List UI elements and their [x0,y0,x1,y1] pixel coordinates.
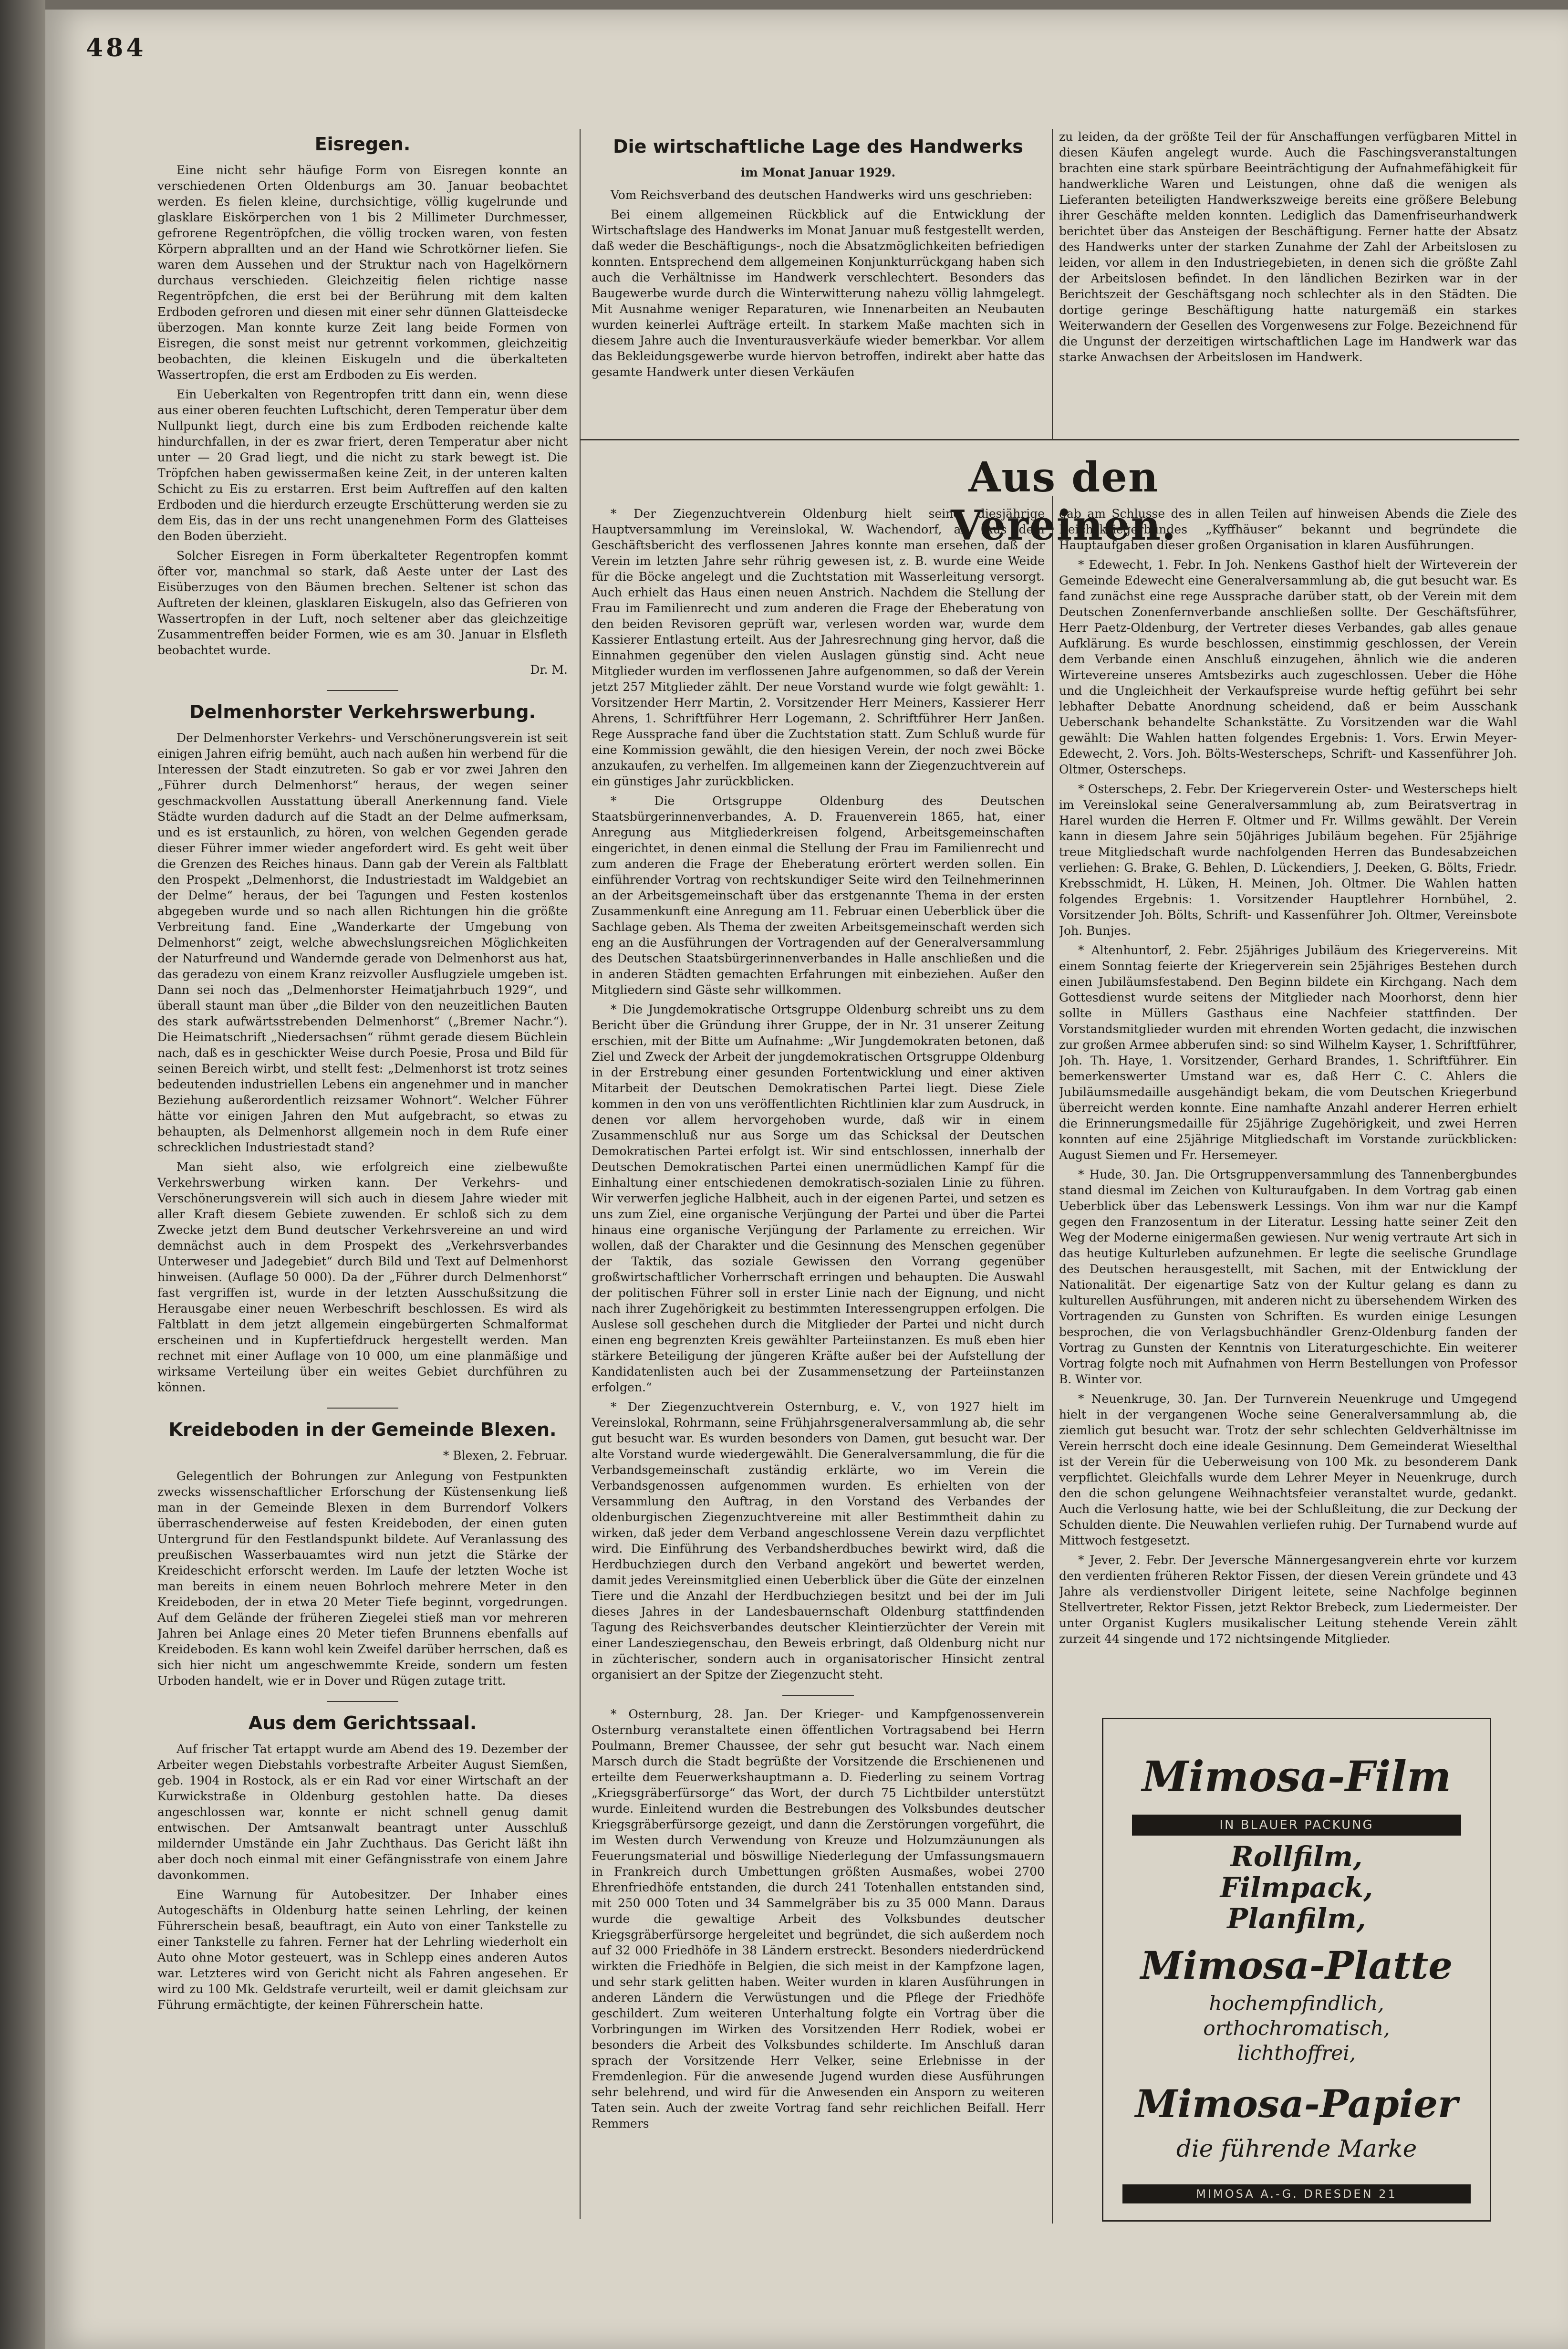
club-report: * Neuenkruge, 30. Jan. Der Turnverein Neuenkruge und Umgegend hielt in der vergangenen Woche seine Generalversammlung ab, die ziemlich gut besucht war. Trotz der sehr schlechten Geldverhältnisse im Verein herrscht doch eine ideale Gesinnung. Dem Gemeinderat Wieselthal ist der Verein für die Ueberweisung von 100 Mk. zu besonderem Dank verpflichtet. Gleichfalls wurde dem Lehrer Meyer in Neuenkruge, durch den die schon gelungene Weihnachtsfeier veranstaltet wurde, gedankt. Auch die Verlosung hatte, wie bei der Schlußleitung, die zur Deckung der Schulden diente. Die Neuwahlen verliefen ruhig. Der Turnabend wurde auf Mittwoch festgesetzt. [1059,1392,1517,1547]
section-title-vereine: Aus den Vereinen. [951,453,1177,550]
club-report: * Osternburg, 28. Jan. Der Krieger- und Kampfgenossenverein Osternburg veranstaltete einen öffentlichen Vortragsabend bei Herrn Poulmann, Bremer Chaussee, der sehr gut besucht war. Nach einem Marsch durch die Stadt begrüßte der Vorsitzende die Erschienenen und erteilte dem Feuerwerkshauptmann a. D. Fiederling zu seinem Vortrag „Kriegsgräberfürsorge“ das Wort, der durch 75 Lichtbilder unterstützt wurde. Einleitend wurden die Bestrebungen des Volksbundes deutscher Kriegsgräberfürsorge gezeigt, und dann die Zerstörungen vorgeführt, die im Westen durch Verwendung von Kreuze und Holzumzäunungen als Feuerungsmaterial und böswillige Niederlegung der Umfassungsmauern in Frankreich durch Umbettungen größten Ausmaßes, wobei 2700 Ehrenfriedhöfe entstanden, die durch 241 Totenhallen entstanden sind, mit 250 000 Toten und 34 Sammelgräber bis zu 35 000 Mann. Daraus wurde die gewaltige Arbeit des Volksbundes deutscher Kriegsgräberfürsorge hergeleitet und begründet, die sich außerdem noch auf 32 000 Friedhöfe in 38 Ländern erstreckt. Besonders niederdrückend wirkten die Friedhöfe in Belgien, die sich meist in der Kampfzone lagen, und sehr stark gelitten haben. Weiter wurden in klaren Ausführungen in anderen Ländern die Verwüstungen und die Pflege der Friedhöfe geschildert. Zum weiteren Unterhaltung folgte ein Vortrag über die Vorbringungen im Wirken des Vorsitzenden Herr Rodiek, wobei er besonders die Arbeit des Volksbundes schilderte. Im Anschluß daran sprach der Vorsitzende Herr Velker, seine Erlebnisse in der Fremdenlegion. Für die anwesende Jugend wurden diese Ausführungen sehr belehrend, und wird für die Anwesenden ein Ansporn zu weiteren Taten sein. Auch der zweite Vortrag fand sehr reichlichen Beifall. Herr Remmers [592,1707,1045,2130]
club-report: gab am Schlusse des in allen Teilen auf hinweisen Abends die Ziele des Reichskriegerbundes „Kyffhäuser“ bekannt und begründete die Hauptaufgaben dieser großen Organisation in klaren Ausführungen. [1059,507,1517,552]
article-title-delmenhorst: Delmenhorster Verkehrswerbung. [189,701,536,722]
article-paragraph: Eine nicht sehr häufige Form von Eisregen konnte an verschiedenen Orten Oldenburgs am 30. Januar beobachtet werden. Es fielen kleine, durchsichtige, völlig kugelrunde und glasklare Eiskörperchen von 1 bis 2 Millimeter Durchmesser, gefrorene Regentröpfchen, die völlig trocken waren, von festen Körpern abprallten und an der Hand wie Schrotkörner liefen. Sie waren dem Aussehen und der Struktur nach von Hagelkörnern durchaus verschieden. Gleichzeitig fielen richtige nasse Regentröpfchen, die erst bei der Berührung mit dem kalten Erdboden gefroren und diesen mit einer sehr dünnen Glatteisdecke überzogen. Man konnte kurze Zeit lang beide Formen von Eisregen, die sonst meist nur getrennt vorkommen, gleichzeitig beobachten, die kleinen Eiskugeln und die überkalteten Wassertropfen, die erst am Erdboden zu Eis werden. [157,163,568,382]
article-signature: Dr. M. [530,663,568,677]
club-report: * Die Jungdemokratische Ortsgruppe Oldenburg schreibt uns zu dem Bericht über die Gründung ihrer Gruppe, der in Nr. 31 unserer Zeitung erschien, mit der Bitte um Aufnahme: „Wir Jungdemokraten betonen, daß Ziel und Zweck der Arbeit der jungdemokratischen Ortsgruppe Oldenburg in der Erstrebung einer gesunden Fortentwicklung und einer aktiven Mitarbeit der Deutschen Demokratischen Partei liegt. Diese Ziele kommen in den von uns veröffentlichten Richtlinien klar zum Ausdruck, in denen vor allem hervorgehoben wurde, daß wir in einem Zusammenschluß nur aus Sorge um das Schicksal der Deutschen Demokratischen Partei erfolgt ist. Wir sind entschlossen, innerhalb der Deutschen Demokratischen Partei einen unermüdlichen Kampf für die Einhaltung einer entschiedenen demokratisch-sozialen Linie zu führen. Wir verwerfen jegliche Halbheit, auch in der eigenen Partei, und setzen es uns zum Ziel, eine organische Verjüngung der Partei und über die Partei hinaus eine organische Verjüngung der Parlamente zu erreichen. Wir wollen, daß der Charakter und die Gesinnung des Menschen gegenüber der Taktik, das soziale Gewissen den Vorrang gegenüber großwirtschaftlicher Vorherrschaft erringen und behaupten. Die Auswahl der politischen Führer soll in erster Linie nach der Eignung, und nicht nach ihrer Zugehörigkeit zu bestimmten Interessengruppen erfolgen. Die Auslese soll geschehen durch die Mitglieder der Partei und nicht durch einen eng begrenzten Kreis gewählter Parteiinstanzen. Es muß eben hier stärkere Beteiligung der jüngeren Kräfte außer bei der Aufstellung der Kandidatenlisten auch bei der Zusammensetzung der Parteiinstanzen erfolgen.“ [592,1002,1045,1394]
article-paragraph: Bei einem allgemeinen Rückblick auf die Entwicklung der Wirtschaftslage des Handwerks im Monat Januar muß festgestellt werden, daß weder die Beschäftigungs-, noch die Absatzmöglichkeiten befriedigen konnten. Entsprechend dem allgemeinen Konjunkturrückgang haben sich auch die Verhältnisse im Handwerk verschlechtert. Besonders das Baugewerbe wurde durch die Winterwitterung nahezu völlig lahmgelegt. Mit Ausnahme weniger Reparaturen, wie Innenarbeiten an Neubauten wurden keinerlei Aufträge erteilt. In starkem Maße machten sich in diesem Jahre auch die Inventurausverkäufe wieder bemerkbar. Vor allem das Bekleidungsgewerbe wurde hiervon betroffen, indirekt aber hatte das gesamte Handwerk unter diesen Verkäufen [592,208,1045,379]
column-rule [1052,496,1053,2224]
ad-footer: MIMOSA A.-G. DRESDEN 21 [1122,2184,1471,2203]
ad-line: Rollfilm, [1230,1840,1363,1873]
advertisement-mimosa [1102,1718,1491,2222]
column-left [157,129,568,2133]
article-separator [327,690,398,691]
ad-line: orthochromatisch, [1203,2016,1390,2040]
article-separator [782,1695,854,1696]
book-binding-edge [0,0,45,2349]
club-report: * Der Ziegenzuchtverein Oldenburg hielt seine diesjährige Hauptversammlung im Vereinslokal, W. Wachendorf, ab. Aus dem Geschäftsbericht des verflossenen Jahres konnte man ersehen, daß der Verein im letzten Jahre sehr rührig gewesen ist, z. B. wurde eine Weide für die Böcke angelegt und die Zuchtstation mit Wasserleitung versorgt. Auch erhielt das Haus einen neuen Anstrich. Nachdem die Stellung der Frau im Familienrecht und zum anderen die Frage der Eheberatung von den beiden Revisoren geprüft war, verlesen worden war, wurde dem Kassierer Entlastung erteilt. Aus der Jahresrechnung ging hervor, daß die Einnahmen gegenüber den vielen Auslagen günstig sind. Acht neue Mitglieder wurden im verflossenen Jahre aufgenommen, so daß der Verein jetzt 257 Mitglieder zählt. Der neue Vorstand wurde wie folgt gewählt: 1. Vorsitzender Herr Martin, 2. Vorsitzender Herr Meiners, Kassierer Herr Ahrens, 1. Schriftführer Herr Logemann, 2. Schriftführer Herr Janßen. Rege Aussprache fand über die Zuchtstation statt. Zum Schluß wurde für eine Kommission gewählt, die den hiesigen Verein, der noch zwei Böcke anzukaufen, zu verhelfen. Im allgemeinen kann der Ziegenzuchtverein auf ein günstiges Jahr zurückblicken. [592,507,1045,788]
club-report: * Die Ortsgruppe Oldenburg des Deutschen Staatsbürgerinnenverbandes, A. D. Frauenverein 1865, hat, einer Anregung aus Mitgliederkreisen folgend, Arbeitsgemeinschaften eingerichtet, in denen einmal die Stellung der Frau im Familienrecht und zum anderen die Frage der Eheberatung erörtert werden sollen. Ein einführender Vortrag von rechtskundiger Seite wird den Teilnehmerinnen an der Arbeitsgemeinschaft über das erstgenannte Thema in der ersten Zusammenkunft eine Anregung am 11. Februar einen Ueberblick über die Sachlage geben. Als Thema der zweiten Arbeitsgemeinschaft werden sich eng an die Ausführungen der Vortragenden auf der Generalversammlung des Deutschen Staatsbürgerinnenverbandes in Halle anschließen und die in anderen Städten gemachten Erfahrungen mit einbeziehen. Außer den Mitgliedern sind Gäste sehr willkommen. [592,794,1045,997]
ad-brand-film: Mimosa-Film [1142,1752,1452,1801]
ad-line: lichthoffrei, [1237,2041,1356,2065]
article-paragraph: Vom Reichsverband des deutschen Handwerks wird uns geschrieben: [611,188,1033,202]
article-paragraph: Der Delmenhorster Verkehrs- und Verschönerungsverein ist seit einigen Jahren eifrig bemüht, auch nach außen hin werbend für die Interessen der Stadt einzutreten. So gab er vor zwei Jahren den „Führer durch Delmenhorst“ heraus, der wegen seiner geschmackvollen Ausstattung überall Anerkennung fand. Viele Städte wurden dadurch auf die Stadt an der Delme aufmerksam, und es ist erstaunlich, zu hören, von welchen Gegenden gerade dieser Führer immer wieder angefordert wird. Es geht weit über die Grenzen des Reiches hinaus. Dann gab der Verein als Faltblatt den Prospekt „Delmenhorst, die Industriestadt im Waldgebiet an der Delme“ heraus, der bei Tagungen und Festen kostenlos abgegeben wurde und so nach allen Richtungen hin die größte Verbreitung fand. Eine „Wanderkarte der Umgebung von Delmenhorst“ zeigt, welche abwechslungsreichen Möglichkeiten der Naturfreund und Wandernde gerade von Delmenhorst aus hat, das geradezu von einem Kranz reizvoller Ausflugziele umgeben ist. Dann sei noch das „Delmenhorster Heimatjahrbuch 1929“, und überall staunt man über „die Bilder von den neuzeitlichen Bauten des stark aufwärtsstrebenden Delmenhorst“ („Bremer Nachr.“). Die Heimatschrift „Niedersachsen“ rühmt gerade diesem Büchlein nach, daß es in geschickter Weise durch Poesie, Prosa und Bild für seinen Bereich wirbt, und stellt fest: „Delmenhorst ist trotz seines bedeutenden industriellen Lebens ein angenehmer und in mancher Beziehung außerordentlich reizsamer Wohnort“. Welcher Führer hätte vor einigen Jahren den Mut aufgebracht, so etwas zu behaupten, als Delmenhorst allgemein noch in dem Rufe einer schrecklichen Industriestadt stand? [157,731,568,1154]
club-report: * Jever, 2. Febr. Der Jeversche Männergesangverein ehrte vor kurzem den verdienten früheren Rektor Fissen, der diesen Verein gründete und 43 Jahre als verdienstvoller Dirigent leitete, seine Nachfolge beginnen Stellvertreter, Rektor Fissen, jetzt Rektor Brebeck, zum Liedermeister. Der unter Organist Kuglers musikalischer Leitung stehende Verein zählt zurzeit 44 singende und 172 nichtsingende Mitglieder. [1059,1553,1517,1646]
article-title-gerichtssaal: Aus dem Gerichtssaal. [248,1712,477,1733]
ad-line: hochempfindlich, [1209,1992,1384,2015]
page-number: 484 [86,33,146,63]
ad-brand-papier: Mimosa-Papier [1135,2081,1458,2126]
club-report: * Der Ziegenzuchtverein Osternburg, e. V., von 1927 hielt im Vereinslokal, Rohrmann, seine Frühjahrsgeneralversammlung ab, die sehr gut besucht war. Es wurden besonders von Damen, gut besucht war. Der alte Vorstand wurde wiedergewählt. Die Generalversammlung, die für die Verbandsgemeinschaft zuständig erklärte, wo im Verein die Verbandsgenossen aufgenommen wurden. Es erhielten von der Versammlung den Auftrag, in den Vorstand des Verbandes der oldenburgischen Ziegenzuchtvereine mit aller Bestimmtheit dahin zu wirken, daß jeder dem Verband angeschlossene Verein dazu verpflichtet wird. Die Einführung des Verbandsherdbuches bewirkt wird, daß die Herdbuchziegen durch den Verband angekört und bewertet werden, damit jedes Vereinsmitglied einen Ueberblick über die Güte der einzelnen Tiere und die Anzahl der Herdbuchziegen besitzt und bei der im Juli dieses Jahres in der Landesbauernschaft Oldenburg stattfindenden Tagung des Reichsverbandes deutscher Kleintierzüchter der Verein mit einer Landesziegenschau, den Beweis erbringt, daß Oldenburg nicht nur in züchterischer, sondern auch in organisatorischer Hinsicht zentral organisiert an der Spitze der Ziegenzucht steht. [592,1400,1045,1681]
column-right-top [1059,129,1517,429]
club-report: * Edewecht, 1. Febr. In Joh. Nenkens Gasthof hielt der Wirteverein der Gemeinde Edewecht eine Generalversammlung ab, die gut besucht war. Es fand zunächst eine rege Aussprache darüber statt, ob der Verein mit dem Deutschen Zonenfernverbande anschließen sollte. Der Geschäftsführer, Herr Paetz-Oldenburg, der Vertreter dieses Verbandes, gab alles genaue Aufklärung. Es wurde beschlossen, einstimmig geschlossen, der Verein dem Verbande einen Anschluß einzugehen, ähnlich wie die anderen Wirtevereine unseres Amtsbezirks auch zugeschlossen. Ueber die Höhe und die Ungleichheit der Verkaufspreise wurde heftig geführt bei sehr lebhafter Debatte Anordnung scheidend, daß er beim Ausschank Ueberschank behandelte Schankstätte. Zu Vorsitzenden war die Wahl gewählt: Die Wahlen hatten folgendes Ergebnis: 1. Vors. Erwin Meyer-Edewecht, 2. Vors. Joh. Bölts-Westerscheps, Schrift- und Kassenführer Joh. Oltmer, Osterscheps. [1059,558,1517,776]
article-paragraph: Ein Ueberkalten von Regentropfen tritt dann ein, wenn diese aus einer oberen feuchten Luftschicht, deren Temperatur über dem Nullpunkt liegt, durch eine bis zum Erdboden reichende kalte hindurchfallen, in der es zwar friert, deren Temperatur aber nicht unter — 20 Grad liegt, und die nicht zu stark bewegt ist. Die Tröpfchen haben gewissermaßen keine Zeit, in der unteren kalten Schicht zu Eis zu erstarren. Erst beim Auftreffen auf den kalten Erdboden und die hierdurch erzeugte Erschütterung werden sie zu dem Eis, das in der uns recht unangenehmen Form des Glatteises den Boden überzieht. [157,387,568,543]
article-subtitle: im Monat Januar 1929. [740,166,896,179]
article-dateline: * Blexen, 2. Februar. [443,1449,568,1462]
article-paragraph: Man sieht also, wie erfolgreich eine zielbewußte Verkehrswerbung wirken kann. Der Verkehrs- und Verschönerungsverein will sich auch in diesem Jahre wieder mit aller Kraft diesem Gebiete zuwenden. Er schloß sich zu dem Zwecke jetzt dem Bund deutscher Verkehrsvereine an und wird demnächst auch in dem Prospekt des „Verkehrsverbandes Unterweser und Jadegebiet“ durch Bild und Text auf Delmenhorst hinweisen. (Auflage 50 000). Da der „Führer durch Delmenhorst“ fast vergriffen ist, wurde in der letzten Ausschußsitzung die Herausgabe einer neuen Werbeschrift beschlossen. Es wird als Faltblatt in dem jetzt allgemein eingebürgerten Schmalformat erscheinen und in Kupfertiefdruck hergestellt werden. Man rechnet mit einer Auflage von 10 000, um eine planmäßige und wirksame Verteilung über ein weites Gebiet durchführen zu können. [157,1160,568,1394]
column-rule [1052,129,1053,439]
club-report: * Hude, 30. Jan. Die Ortsgruppenversammlung des Tannenbergbundes stand diesmal im Zeichen von Kulturaufgaben. In dem Vortrag gab einen Ueberblick über das Lebenswerk Lessings. Von ihm war nur die Kampf gegen den Franzosentum in der Literatur. Lessing hatte seiner Zeit den Weg der Moderne einigermaßen gewiesen. Nur wenig vertraute Art sich in das heutige Kulturleben aufzunehmen. Er legte die seelische Grundlage des Deutschen herausgestellt, mit Sachen, mit der Entwicklung der Nationalität. Der eigenartige Satz von der Kultur gelang es dann zu kulturellen Ausführungen, mit anderen nicht zu übersehendem Wirken des Vortragenden zu Gunsten von Schriften. Es wurden einige Lesungen besprochen, die von Verlagsbuchhändler Grenz-Oldenburg fanden der Vortrag zu Gunsten der Kenntnis von Literaturgeschichte. Ein weiterer Vortrag folgte noch mit Aufnahmen von Herrn Bestellungen von Professor B. Winter vor. [1059,1168,1517,1386]
column-rule [580,129,581,2219]
ad-band: IN BLAUER PACKUNG [1132,1815,1461,1836]
club-report: * Osterscheps, 2. Febr. Der Kriegerverein Oster- und Westerscheps hielt im Vereinslokal seine Generalversammlung ab, zum Beiratsvertrag in Harel wurden die Herren F. Oltmer und Fr. Willms gewählt. Der Verein kann in diesem Jahre sein 50jähriges Jubiläum begehen. Für 25jährige treue Mitgliedschaft wurde nachfolgenden Herren das Bundesabzeichen verliehen: G. Brake, G. Behlen, D. Lückendiers, J. Deeken, G. Bölts, Friedr. Krebsschmidt, H. Lüken, H. Meinen, Joh. Oltmer. Die Wahlen hatten folgendes Ergebnis: 1. Vorsitzender Hauptlehrer Hornbühel, 2. Vorsitzender Joh. Bölts, Schrift- und Kassenführer Joh. Oltmer, Vereinsbote Joh. Bunjes. [1059,782,1517,938]
article-title-kreideboden: Kreideboden in der Gemeinde Blexen. [168,1419,557,1440]
article-paragraph: Eine Warnung für Autobesitzer. Der Inhaber eines Autogeschäfts in Oldenburg hatte seinen Lehrling, der keinen Führerschein besaß, beauftragt, ein Auto von einer Tankstelle zu einer Tankstelle zu fahren. Ferner hat der Lehrling wiederholt ein Auto ohne Motor gesteuert, was in Schlepp eines anderen Autos war. Letzteres wird von Gericht nicht als Fahren angesehen. Er wird zu 100 Mk. Geldstrafe verurteilt, weil er damit gleichsam zur Führung ermächtigte, der keinen Führerschein hatte. [157,1888,568,2012]
ad-line: Planfilm, [1227,1902,1366,1935]
article-separator [327,1701,398,1702]
club-report: * Altenhuntorf, 2. Febr. 25jähriges Jubiläum des Kriegervereins. Mit einem Sonntag feierte der Kriegerverein sein 25jähriges Bestehen durch einen Jubiläumsfestabend. Den Beginn bildete ein Kirchgang. Nach dem Gottesdienst wurde seitens der Mitglieder nach Moorhorst, denn hier sollte in Müllers Gasthaus eine Nachfeier stattfinden. Der Vorstandsmitglieder wurden mit ehrenden Worten gedacht, die inzwischen zur großen Armee abberufen sind: so sind Wilhelm Kayser, 1. Schriftführer, Joh. Th. Haye, 1. Vorsitzender, Gerhard Brandes, 1. Schriftführer. Ein bemerkenswerter Umstand war es, daß Herr C. C. Ahlers die Jubiläumsmedaille ausgehändigt bekam, die vom Deutschen Kriegerbund überreicht werden konnte. Eine namhafte Anzahl anderer Herren erhielt die Erinnerungsmedaille für 25jährige Zugehörigkeit, und zwei Herren konnten auf eine 25jährige Mitgliedschaft im Vorstande zurückblicken: August Siemen und Fr. Hersemeyer. [1059,943,1517,1162]
article-paragraph: zu leiden, da der größte Teil der für Anschaffungen verfügbaren Mittel in diesen Käufen angelegt wurde. Auch die Faschingsveranstaltungen brachten eine stark spürbare Beeinträchtigung der Aufnahmefähigkeit für handwerkliche Waren und Leistungen, ohne daß die wenigen als Lieferanten beteiligten Handwerkszweige bereits eine größere Belebung ihrer Geschäfte melden konnten. Lediglich das Damenfriseurhandwerk berichtet über das Ansteigen der Beschäftigung. Ferner hatte der Absatz des Handwerks unter der starken Zunahme der Zahl der Arbeitslosen zu leiden, vor allem in den Industriegebieten, in denen sich die größte Zahl der Arbeitslosen befindet. In den ländlichen Bezirken war in der Berichtszeit der Geschäftsgang noch schlechter als in den Städten. Die dortige geringe Beschäftigung hatte naturgemäß ein starkes Weiterwandern der Gesellen des Vorgenwesens zur Folge. Bezeichnend für die Ungunst der derzeitigen wirtschaftlichen Lage im Handwerk war das starke Anwachsen der Arbeitslosen im Handwerk. [1059,130,1517,364]
article-title-eisregen: Eisregen. [314,134,411,155]
column-middle-vereine [592,506,1045,2185]
ad-brand-platte: Mimosa-Platte [1140,1943,1453,1988]
article-paragraph: Auf frischer Tat ertappt wurde am Abend des 19. Dezember der Arbeiter wegen Diebstahls vorbestrafte Arbeiter August Siemßen, geb. 1904 in Rostock, als er ein Rad vor einer Wirtschaft an der Kurwickstraße in Oldenburg gestohlen hatte. Da dieses angeschlossen war, konnte er nicht schnell genug damit entwischen. Der Amtsanwalt beantragt unter Ausschluß mildernder Umstände ein Jahr Zuchthaus. Das Gericht läßt ihn aber doch noch einmal mit einer Gefängnisstrafe von einem Jahre davonkommen. [157,1742,568,1882]
article-paragraph: Gelegentlich der Bohrungen zur Anlegung von Festpunkten zwecks wissenschaftlicher Erforschung der Küstensenkung ließ man in der Gemeinde Blexen in dem Burrendorf Volkers überraschenderweise auf festen Kreideboden, der einen guten Untergrund für den Festlandspunkt bildete. Auf Veranlassung des preußischen Wasserbauamtes wird nun jetzt die Stärke der Kreideschicht erforscht werden. Im Laufe der letzten Woche ist man bereits in einem neuen Bohrloch mehrere Meter in den Kreideboden, der in etwa 20 Meter Tiefe beginnt, vorgedrungen. Auf dem Gelände der früheren Ziegelei stieß man vor mehreren Jahren bei Anlage eines 20 Meter tiefen Brunnens ebenfalls auf Kreideboden. Es kann wohl kein Zweifel darüber herrschen, daß es sich hier nicht um angeschwemmte Kreide, sondern um festen Urboden handelt, wie er in Dover und Rügen zutage tritt. [157,1469,568,1688]
article-separator [327,1408,398,1409]
article-title-handwerk: Die wirtschaftliche Lage des Handwerks [613,136,1023,157]
article-paragraph: Solcher Eisregen in Form überkalteter Regentropfen kommt öfter vor, manchmal so stark, daß Aeste unter der Last des Eisüberzuges von den Bäumen brechen. Seltener ist schon das Auftreten der kleinen, glasklaren Eiskugeln, also das Gefrieren von Wassertropfen in der Luft, noch seltener aber das gleichzeitige Zusammentreffen beider Formen, wie es am 30. Januar in Elsfleth beobachtet wurde. [157,549,568,657]
ad-tagline: die führende Marke [1176,2135,1417,2162]
ad-line: Filmpack, [1220,1871,1373,1904]
column-right-vereine [1059,506,1517,1708]
